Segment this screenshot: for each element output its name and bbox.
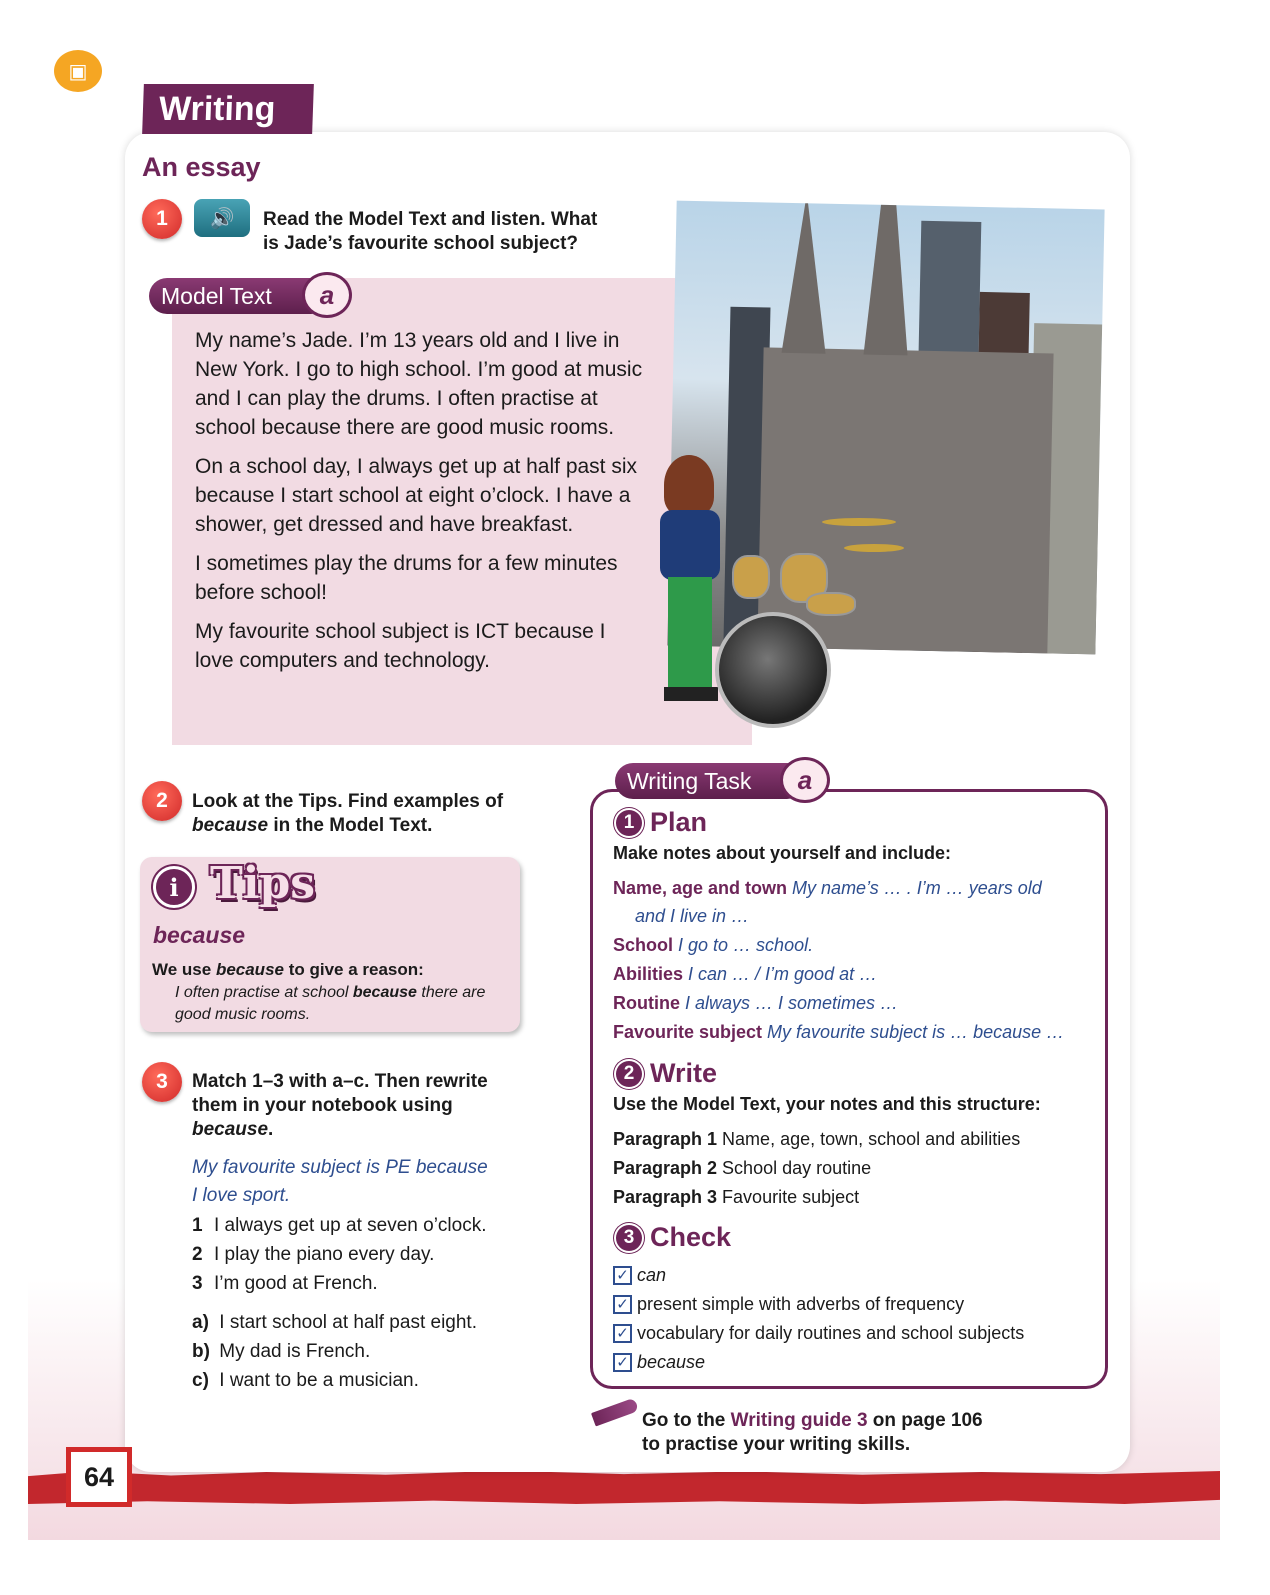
structure-row [613,1183,859,1212]
plan-value: I can … / I’m good at … [683,964,878,984]
plan-key: School [613,935,674,955]
check-number: 3 [614,1223,644,1253]
structure-row [613,1125,1020,1154]
plan-row [613,989,1093,1017]
list-item [192,1308,477,1337]
checkbox-checked-icon[interactable]: ✓ [613,1295,632,1314]
option-text: I start school at half past eight. [219,1312,477,1333]
girl-trousers [668,577,712,687]
checklist-text: vocabulary for daily routines and school subjects [637,1323,1025,1343]
page-number: 64 [66,1447,132,1507]
write-intro: Use the Model Text, your notes and this structure: [613,1094,1041,1114]
girl-figure [660,455,720,725]
tips-keyword: because [153,922,246,948]
tips-rule-word: because [215,960,284,979]
torn-red-band [28,1470,1220,1504]
checklist-item[interactable] [613,1319,1024,1348]
checklist-text: present simple with adverbs of frequency [637,1294,965,1314]
cymbal [844,544,904,552]
drum-tom [806,592,856,616]
option-letter: b) [192,1341,210,1362]
writing-task-badge: a [780,757,830,803]
option-letter: c) [192,1370,209,1391]
plan-row [613,1018,1093,1046]
exercise-1-line-2: is Jade’s favourite school subject? [263,233,579,254]
plan-key: Name, age and town [613,878,788,898]
list-item [192,1211,486,1240]
exercise-2-instruction [192,790,552,838]
exercise-1-line-1: Read the Model Text and listen. What [263,209,598,230]
plan-row [613,874,1093,930]
exercise-3-instruction [192,1070,532,1142]
structure-key: Paragraph 1 [613,1129,718,1149]
write-number: 2 [614,1059,644,1089]
model-text-body [195,326,645,685]
digital-resource-icon[interactable]: ▣ [54,50,102,92]
write-title: Write [650,1058,718,1088]
list-item [192,1269,486,1298]
item-number: 3 [192,1273,203,1294]
checklist-item[interactable] [613,1261,666,1290]
tips-title: Tips [210,858,315,909]
item-number: 1 [192,1215,203,1236]
writing-guide-reference [642,1409,1042,1457]
tips-rule [152,960,424,980]
cymbal [822,518,896,526]
list-item [192,1337,477,1366]
plan-number: 1 [614,808,644,838]
model-text-paragraph: On a school day, I always get up at half past six because I start school at eight o’clock. I have a shower, get dressed and have breakfast. [195,455,638,536]
tips-example [175,982,505,1026]
bass-drum [715,612,831,728]
model-text-paragraph: My favourite school subject is ICT because I love computers and technology. [195,620,606,672]
exercise-3-number: 3 [142,1062,182,1102]
list-item [192,1366,477,1395]
list-item [192,1240,486,1269]
check-title: Check [650,1222,732,1252]
info-icon: i [153,866,195,908]
plan-key: Abilities [613,964,684,984]
girl-shoes [664,687,718,701]
item-number: 2 [192,1244,203,1265]
exercise-2-keyword: because [192,815,269,836]
item-text: I’m good at French. [214,1273,378,1294]
plan-value: I go to … school. [673,935,814,955]
item-text: I always get up at seven o’clock. [214,1215,487,1236]
checkbox-checked-icon[interactable]: ✓ [613,1324,632,1343]
option-text: My dad is French. [219,1341,371,1362]
option-text: I want to be a musician. [219,1370,419,1391]
exercise-3-options [192,1308,477,1395]
tips-example-word: because [352,984,417,1001]
exercise-3-line-2: them in your notebook using [192,1095,453,1116]
exercise-3-period: . [268,1119,274,1140]
exercise-2-line-2: in the Model Text. [268,815,433,836]
goto-text: on page 106 [867,1410,983,1431]
structure-value: School day routine [717,1158,872,1178]
item-text: I play the piano every day. [214,1244,435,1265]
plan-value: My favourite subject is … because … [762,1022,1065,1042]
model-text-label: Model Text [149,278,329,314]
exercise-2-number: 2 [142,781,182,821]
structure-value: Favourite subject [717,1187,860,1207]
plan-row [613,931,1093,959]
model-text-paragraph: My name’s Jade. I’m 13 years old and I live in New York. I go to high school. I’m good at music and I can play the drums. I often practise at school because there are good music rooms. [195,329,643,439]
write-heading [614,1058,717,1089]
check-heading [614,1222,731,1253]
structure-key: Paragraph 3 [613,1187,718,1207]
plan-row [613,960,1093,988]
writing-task-label: Writing Task [615,763,805,799]
checkbox-checked-icon[interactable]: ✓ [613,1266,632,1285]
goto-text: to practise your writing skills. [642,1434,911,1455]
girl-hair [664,455,714,515]
tips-example-part: I often practise at school [175,984,353,1001]
model-text-badge: a [302,272,352,318]
plan-intro: Make notes about yourself and include: [613,843,952,863]
plan-value: My name’s … . I’m … years old [787,878,1042,898]
speaker-icon[interactable]: 🔊 [194,199,250,237]
checklist-text: can [637,1265,667,1285]
example-line: My favourite subject is PE because [192,1157,488,1178]
exercise-3-items [192,1211,486,1298]
plan-value-cont: and I live in … [635,906,750,926]
cathedral-spire [864,201,913,356]
structure-row [613,1154,871,1183]
plan-title: Plan [650,807,708,837]
checklist-item[interactable] [613,1348,705,1377]
plan-key: Routine [613,993,680,1013]
checkbox-checked-icon[interactable]: ✓ [613,1353,632,1372]
option-letter: a) [192,1312,209,1333]
model-text-paragraph: I sometimes play the drums for a few minutes before school! [195,552,618,604]
plan-heading [614,807,707,838]
section-title: Writing [142,84,314,134]
cathedral-spire [782,201,829,354]
checklist-text: because [637,1352,706,1372]
structure-value: Name, age, town, school and abilities [717,1129,1021,1149]
page-subtitle: An essay [142,152,261,182]
plan-value: I always … I sometimes … [680,993,899,1013]
exercise-1-instruction [263,208,643,256]
tips-rule-prefix: We use [152,960,216,979]
example-line: I love sport. [192,1185,291,1206]
checklist-item[interactable] [613,1290,964,1319]
tips-example-part: there are good music rooms. [175,984,486,1023]
exercise-3-line-1: Match 1–3 with a–c. Then rewrite [192,1071,488,1092]
plan-key: Favourite subject [613,1022,763,1042]
exercise-3-keyword: because [192,1119,269,1140]
exercise-2-line-1: Look at the Tips. Find examples of [192,791,504,812]
structure-key: Paragraph 2 [613,1158,718,1178]
girl-jacket [660,510,720,580]
goto-text: Go to the [642,1410,731,1431]
cathedral [757,347,1053,653]
drum-tom [732,555,770,599]
writing-guide-link[interactable]: Writing guide 3 [730,1410,868,1431]
exercise-1-number: 1 [142,199,182,239]
exercise-3-example [192,1154,522,1210]
tips-rule-suffix: to give a reason: [283,960,424,979]
